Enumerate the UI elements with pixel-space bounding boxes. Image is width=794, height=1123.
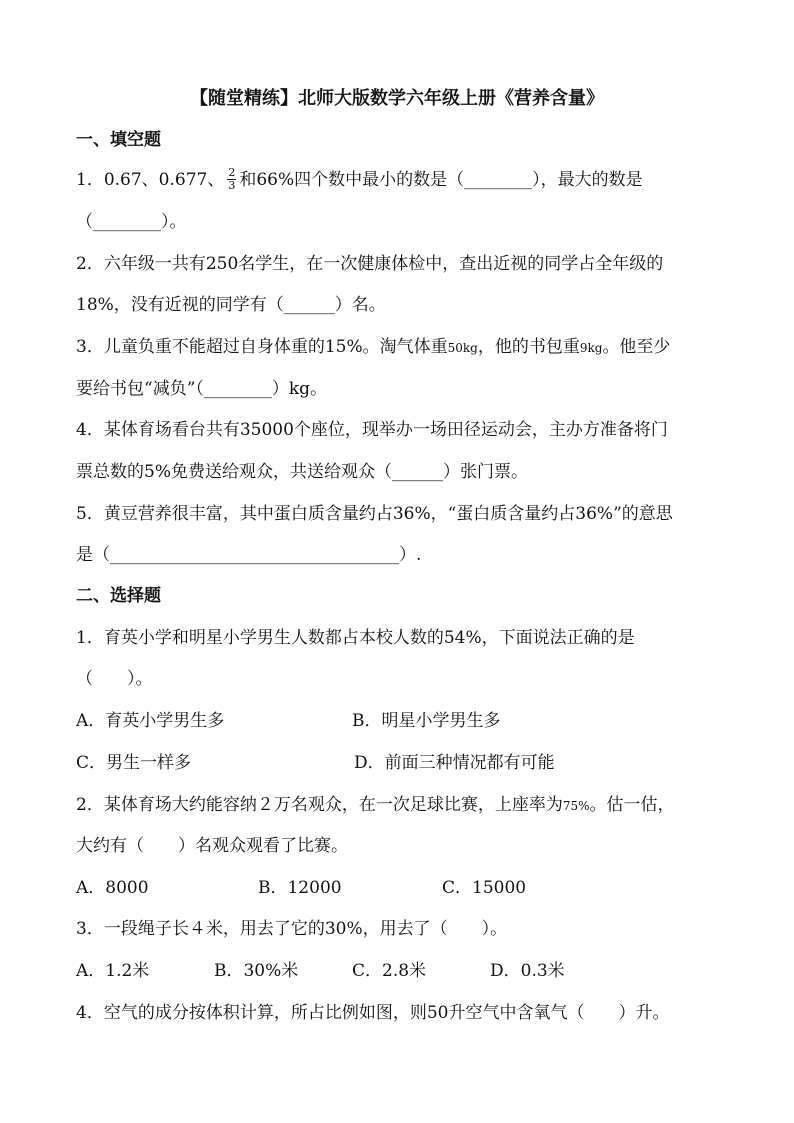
option-a: A．1.2米 xyxy=(76,961,150,981)
question-2-2 xyxy=(76,793,675,818)
bag-weight-value: 9kg xyxy=(579,341,603,355)
question-text: 和66%四个数中最小的数是（________），最大的数是 xyxy=(239,170,643,190)
section-heading-choice: 二、选择题 xyxy=(76,586,161,606)
question-1-1 xyxy=(76,168,643,193)
question-1-1-cont: （________）。 xyxy=(76,212,187,232)
weight-value: 50kg xyxy=(447,341,478,355)
fraction-two-thirds xyxy=(227,167,236,192)
question-text: 。估一估， xyxy=(589,795,675,815)
question-1-5: 5．黄豆营养很丰富，其中蛋白质含量约占36%，“蛋白质含量约占36%”的意思 xyxy=(76,504,673,524)
question-2-4: 4．空气的成分按体积计算，所占比例如图，则50升空气中含氧气（ ）升。 xyxy=(76,1003,670,1023)
question-1-5-cont: 是（__________________________________）. xyxy=(76,545,422,565)
occupancy-rate: 75% xyxy=(562,799,590,813)
option-d: D．0.3米 xyxy=(490,961,565,981)
question-1-2-cont: 18%，没有近视的同学有（______）名。 xyxy=(76,295,386,315)
question-2-1-cont: （ ）。 xyxy=(76,669,153,689)
option-a: A．8000 xyxy=(76,878,149,898)
option-a: A．育英小学男生多 xyxy=(76,711,225,731)
question-1-4: 4．某体育场看台共有35000个座位，现举办一场田径运动会，主办方准备将门 xyxy=(76,420,668,440)
question-2-1: 1．育英小学和明星小学男生人数都占本校人数的54%，下面说法正确的是 xyxy=(76,628,635,648)
option-c: C．男生一样多 xyxy=(76,753,192,773)
option-c: C．2.8米 xyxy=(352,961,427,981)
fraction-denominator: 3 xyxy=(228,179,236,192)
page-title: 【随堂精练】北师大版数学六年级上册《营养含量》 xyxy=(190,88,604,109)
fraction-numerator: 2 xyxy=(228,166,236,179)
question-1-2: 2．六年级一共有250名学生，在一次健康体检中，查出近视的同学占全年级的 xyxy=(76,254,664,274)
question-text: 2．某体育场大约能容纳２万名观众，在一次足球比赛，上座率为 xyxy=(76,795,563,815)
question-1-4-cont: 票总数的5%免费送给观众，共送给观众（______）张门票。 xyxy=(76,462,528,482)
option-b: B．30%米 xyxy=(214,961,299,981)
question-text: 1．0.67、0.677、 xyxy=(76,170,225,190)
question-text: 3．儿童负重不能超过自身体重的15%。淘气体重 xyxy=(76,337,448,357)
question-2-3: 3．一段绳子长４米，用去了它的30%，用去了（ ）。 xyxy=(76,919,508,939)
question-1-3 xyxy=(76,335,670,360)
question-text: ，他的书包重 xyxy=(477,337,580,357)
option-d: D．前面三种情况都有可能 xyxy=(354,753,555,773)
option-c: C．15000 xyxy=(442,878,527,898)
question-2-2-cont: 大约有（ ）名观众观看了比赛。 xyxy=(76,836,348,856)
question-1-3-cont: 要给书包“减负”（________）kg。 xyxy=(76,379,328,399)
option-b: B．明星小学男生多 xyxy=(352,711,501,731)
section-heading-fill-blank: 一、填空题 xyxy=(76,130,161,150)
option-b: B．12000 xyxy=(258,878,342,898)
question-text: 。他至少 xyxy=(602,337,671,357)
